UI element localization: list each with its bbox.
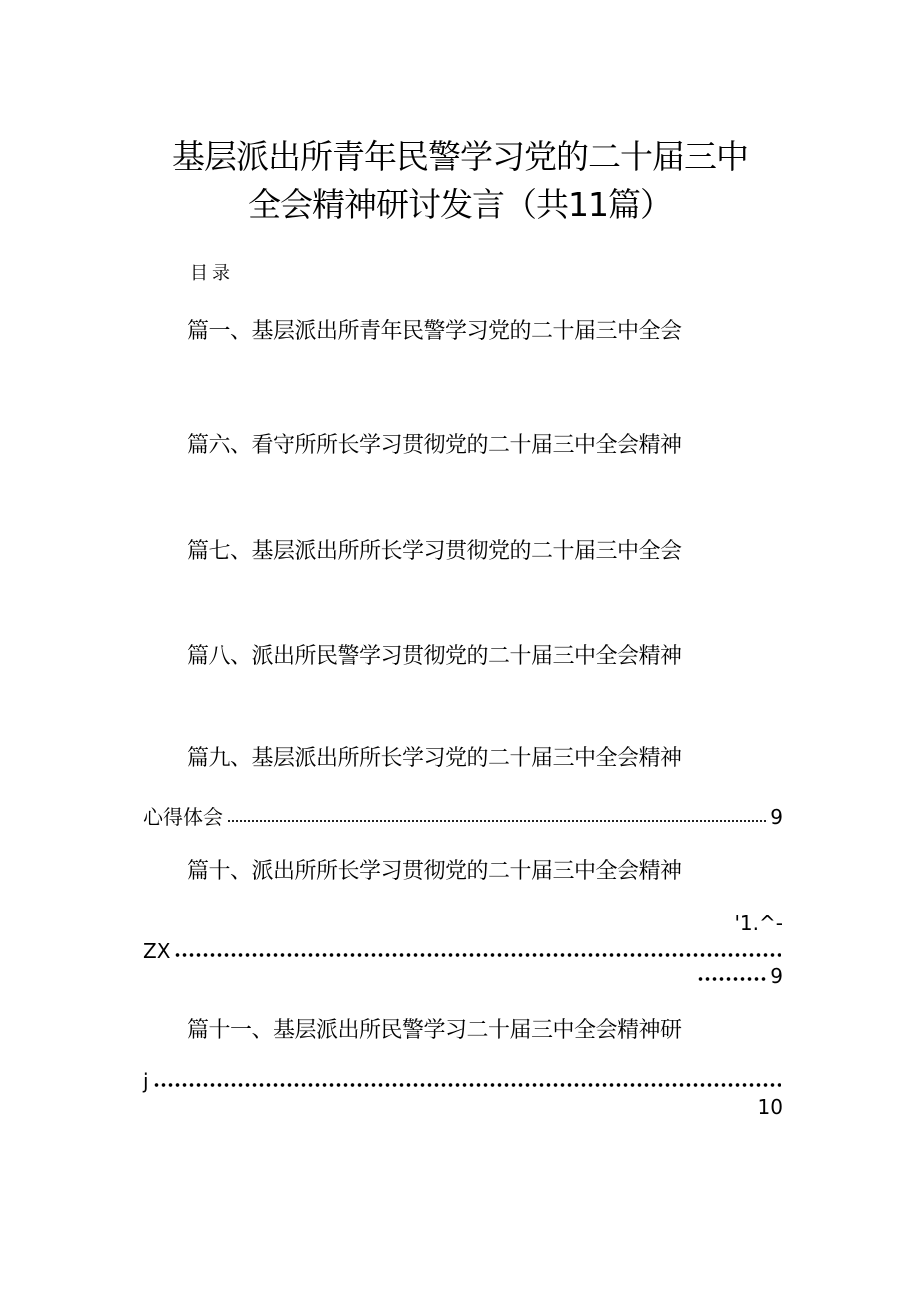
dot-leader — [153, 1082, 781, 1088]
toc-entry-11-continuation: j — [143, 1069, 149, 1093]
document-title-line-2: 全会精神研讨发言（共11篇） — [248, 185, 672, 224]
toc-entry-9-leader-row[interactable] — [143, 800, 783, 830]
toc-entry-11-leader-row[interactable] — [143, 1064, 783, 1094]
dot-leader — [174, 952, 781, 958]
toc-entry-10-title[interactable]: 篇十、派出所所长学习贯彻党的二十届三中全会精神 — [187, 859, 682, 884]
toc-entry-6[interactable]: 篇六、看守所所长学习贯彻党的二十届三中全会精神 — [187, 433, 682, 458]
toc-entry-8[interactable]: 篇八、派出所民警学习贯彻党的二十届三中全会精神 — [187, 644, 682, 669]
toc-entry-11-page-number: 10 — [757, 1095, 783, 1119]
toc-entry-9-continuation: 心得体会 — [143, 805, 223, 829]
document-title-line-1: 基层派出所青年民警学习党的二十届三中 — [172, 137, 748, 176]
toc-entry-10-ocr-fragment: '1.^- — [734, 911, 783, 935]
dot-leader — [227, 818, 768, 824]
toc-entry-10-page-number: 9 — [770, 964, 783, 988]
toc-entry-10-leader-row[interactable] — [143, 934, 783, 964]
toc-entry-7[interactable]: 篇七、基层派出所所长学习贯彻党的二十届三中全会 — [187, 539, 682, 564]
dot-leader — [697, 976, 768, 982]
toc-entry-10-continuation: ZX — [143, 939, 171, 963]
toc-entry-11-title[interactable]: 篇十一、基层派出所民警学习二十届三中全会精神研 — [187, 1018, 682, 1043]
toc-entry-9-title[interactable]: 篇九、基层派出所所长学习党的二十届三中全会精神 — [187, 746, 682, 771]
toc-entry-1[interactable]: 篇一、基层派出所青年民警学习党的二十届三中全会 — [187, 319, 682, 344]
toc-entry-9-page-number: 9 — [770, 805, 783, 829]
toc-entry-10-page-row — [697, 963, 783, 989]
toc-heading: 目录 — [190, 263, 234, 284]
